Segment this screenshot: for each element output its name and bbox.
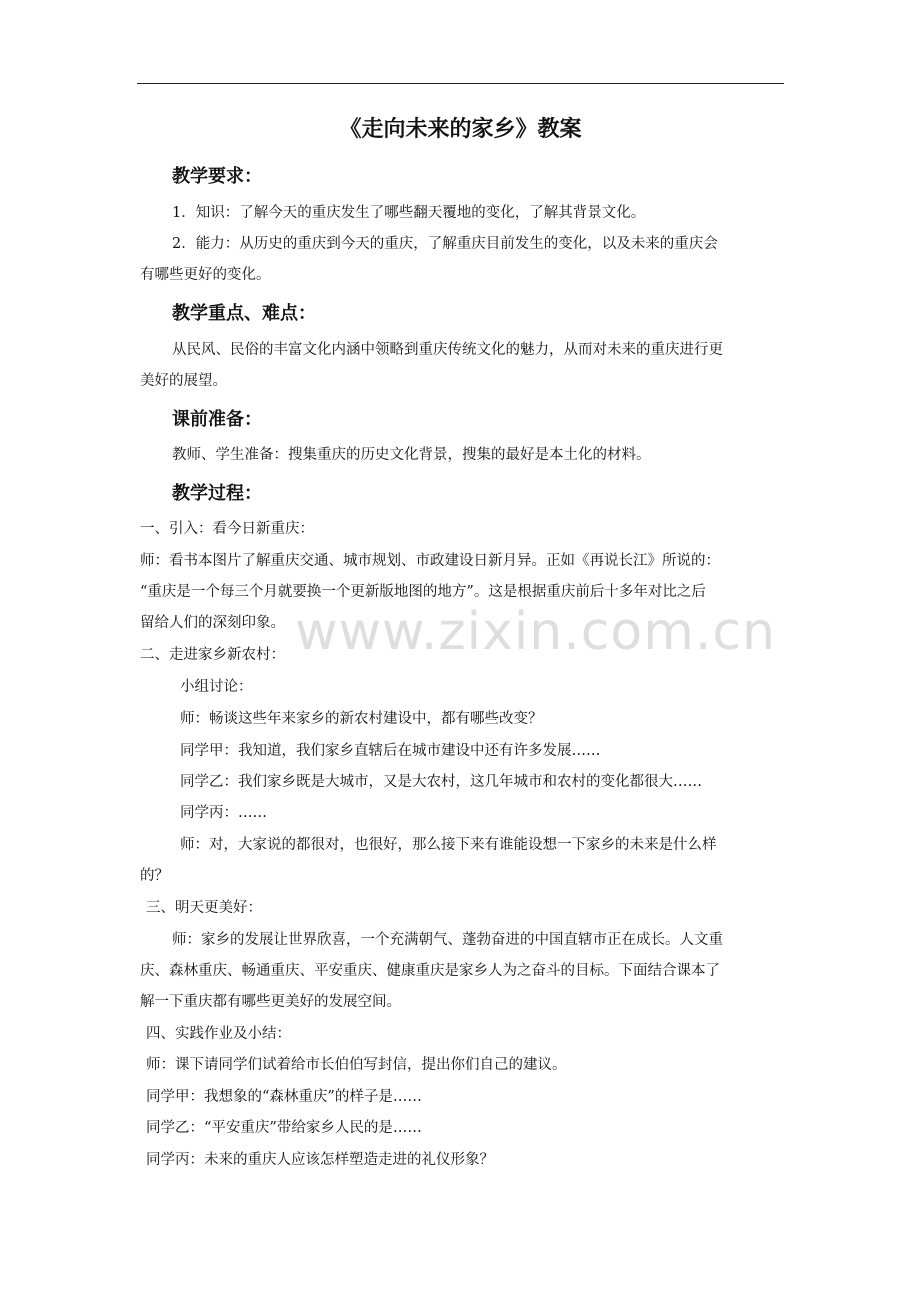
requirement-item-1: 1．知识：了解今天的重庆发生了哪些翻天覆地的变化，了解其背景文化。 [172, 205, 646, 221]
process-line: 同学甲：我想象的“森林重庆”的样子是…… [146, 1089, 422, 1105]
process-line: 同学丙：未来的重庆人应该怎样塑造走进的礼仪形象？ [146, 1152, 494, 1168]
heading-process: 教学过程： [172, 483, 262, 504]
process-line: 师：畅谈这些年来家乡的新农村建设中，都有哪些改变？ [180, 711, 543, 727]
header-rule [137, 83, 784, 84]
preparation-text: 教师、学生准备：搜集重庆的历史文化背景，搜集的最好是本土化的材料。 [172, 447, 651, 463]
process-line: 师：家乡的发展让世界欣喜，一个充满朝气、蓬勃奋进的中国直辖市正在成长。人文重 [172, 932, 723, 948]
heading-preparation: 课前准备： [172, 409, 262, 430]
heading-requirements: 教学要求： [172, 166, 262, 187]
process-line: 解一下重庆都有哪些更美好的发展空间。 [140, 994, 401, 1010]
process-line: 师：课下请同学们试着给市长伯伯写封信，提出你们自己的建议。 [146, 1057, 567, 1073]
requirement-item-2: 2．能力：从历史的重庆到今天的重庆，了解重庆目前发生的变化，以及未来的重庆会 [172, 236, 718, 252]
process-line: “重庆是一个每三个月就要换一个更新版地图的地方”。这是根据重庆前后十多年对比之后 [140, 584, 706, 600]
requirement-item-2-cont: 有哪些更好的变化。 [140, 267, 271, 283]
process-line: 小组讨论： [180, 679, 253, 695]
process-line: 留给人们的深刻印象。 [140, 615, 285, 631]
process-line: 同学甲：我知道，我们家乡直辖后在城市建设中还有许多发展…… [180, 743, 601, 759]
process-line: 庆、森林重庆、畅通重庆、平安重庆、健康重庆是家乡人为之奋斗的目标。下面结合课本了 [140, 963, 720, 979]
process-line: 师：看书本图片了解重庆交通、城市规划、市政建设日新月异。正如《再说长江》所说的： [140, 553, 720, 569]
process-line: 同学丙：…… [180, 805, 267, 821]
document-title: 《走向未来的家乡》教案 [339, 117, 582, 142]
process-line: 三、明天更美好： [146, 900, 262, 916]
process-line: 同学乙：我们家乡既是大城市，又是大农村，这几年城市和农村的变化都很大…… [180, 774, 702, 790]
process-line: 同学乙：“平安重庆”带给家乡人民的是…… [146, 1120, 422, 1136]
heading-key-points: 教学重点、难点： [172, 303, 316, 324]
process-line: 四、实践作业及小结： [146, 1026, 291, 1042]
process-line: 二、走进家乡新农村： [140, 647, 285, 663]
process-line: 的？ [140, 868, 169, 884]
key-points-line-1: 从民风、民俗的丰富文化内涵中领略到重庆传统文化的魅力，从而对未来的重庆进行更 [172, 342, 723, 358]
process-line: 一、引入：看今日新重庆： [140, 521, 314, 537]
process-line: 师：对，大家说的都很对，也很好，那么接下来有谁能设想一下家乡的未来是什么样 [180, 837, 717, 853]
key-points-line-2: 美好的展望。 [140, 373, 227, 389]
watermark: www.zixin.com.cn [295, 602, 776, 662]
